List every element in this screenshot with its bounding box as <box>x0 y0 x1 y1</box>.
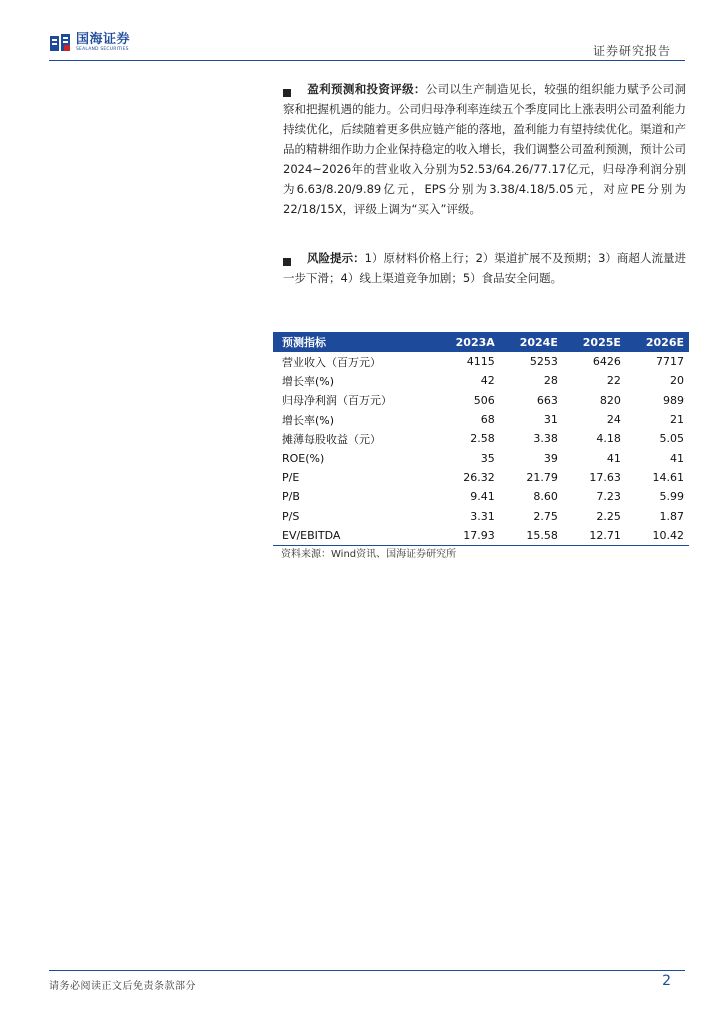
value-cell: 2.25 <box>596 509 621 523</box>
table-row <box>273 429 689 448</box>
row-label-cell: 增长率(%) <box>282 374 335 388</box>
risk-lead: 风险提示： <box>307 251 365 265</box>
footer-divider <box>49 970 685 971</box>
value-cell: 14.61 <box>652 470 684 484</box>
value-cell: 39 <box>543 451 558 465</box>
logo-text-en: SEALAND SECURITIES <box>76 47 129 52</box>
table-row <box>273 506 689 525</box>
table-row <box>273 391 689 410</box>
logo-mark-icon <box>49 32 71 54</box>
row-label-cell: P/B <box>282 490 300 504</box>
row-label-cell: P/E <box>282 470 300 484</box>
forecast-text: 公司以生产制造见长，较强的组织能力赋予公司洞察和把握机遇的能力。公司归母净利率连续五个季度同比上涨表明公司盈利能力持续优化，后续随着更多供应链产能的落地，盈利能力有望持续优化。渠道和产品的精耕细作助力企业保持稳定的收入增长，我们调整公司盈利预测，预计公司2024~2026年的营业收入分别为52.53/64.26/77.17亿元，归母净利润分别为6.63/8.20/9.89亿元，EPS分别为3.38/4.18/5.05元，对应PE分别为22/18/15X，评级上调为“买入”评级。 <box>283 82 686 216</box>
page-number: 2 <box>662 973 671 989</box>
table-header-cell: 2023A <box>435 332 499 352</box>
value-cell: 22 <box>606 374 621 388</box>
row-label-cell: P/S <box>282 509 300 523</box>
value-cell: 21.79 <box>526 470 558 484</box>
table-row <box>273 468 689 487</box>
value-cell: 989 <box>663 393 684 407</box>
row-label-cell: ROE(%) <box>282 451 325 465</box>
value-cell: 21 <box>670 413 684 427</box>
value-cell: 26.32 <box>463 470 495 484</box>
value-cell: 663 <box>536 393 558 407</box>
company-logo <box>49 32 130 54</box>
table-source-note: 资料来源：Wind资讯、国海证券研究所 <box>281 549 457 560</box>
table-row <box>273 448 689 467</box>
value-cell: 7717 <box>656 355 684 369</box>
table-header-cell: 2025E <box>563 332 626 352</box>
forecast-table <box>273 332 689 546</box>
value-cell: 5.99 <box>659 490 684 504</box>
table-row <box>273 371 689 390</box>
value-cell: 2.75 <box>533 509 558 523</box>
value-cell: 41 <box>606 451 621 465</box>
value-cell: 10.42 <box>626 526 689 546</box>
row-label-cell: 摊薄每股收益（元） <box>282 432 381 446</box>
value-cell: 820 <box>599 393 621 407</box>
value-cell: 4.18 <box>596 432 621 446</box>
value-cell: 31 <box>543 413 558 427</box>
row-label-cell: 增长率(%) <box>282 413 335 427</box>
logo-text-cn: 国海证券 <box>76 32 131 47</box>
table-row <box>273 526 689 546</box>
value-cell: 2.58 <box>470 432 495 446</box>
table-row <box>273 352 689 371</box>
value-cell: 506 <box>473 393 495 407</box>
value-cell: 17.93 <box>435 526 499 546</box>
page-header <box>0 0 724 62</box>
table-row <box>273 410 689 429</box>
row-label-cell: EV/EBITDA <box>273 526 435 546</box>
value-cell: 3.38 <box>533 432 558 446</box>
value-cell: 24 <box>606 413 621 427</box>
table-header-cell: 预测指标 <box>273 332 435 352</box>
value-cell: 42 <box>480 374 495 388</box>
footer-disclaimer: 请务必阅读正文后免责条款部分 <box>49 981 196 992</box>
row-label-cell: 营业收入（百万元） <box>282 355 381 369</box>
value-cell: 15.58 <box>500 526 563 546</box>
value-cell: 9.41 <box>470 490 495 504</box>
value-cell: 4115 <box>466 355 495 369</box>
table-header-row <box>273 332 689 352</box>
value-cell: 20 <box>670 374 684 388</box>
table-row <box>273 487 689 506</box>
table-header-cell: 2026E <box>626 332 689 352</box>
value-cell: 8.60 <box>533 490 558 504</box>
value-cell: 6426 <box>592 355 621 369</box>
value-cell: 3.31 <box>470 509 495 523</box>
row-label-cell: 归母净利润（百万元） <box>282 394 392 408</box>
value-cell: 1.87 <box>659 509 684 523</box>
value-cell: 7.23 <box>596 490 621 504</box>
value-cell: 5253 <box>529 355 558 369</box>
table-header-cell: 2024E <box>500 332 563 352</box>
value-cell: 5.05 <box>659 432 684 446</box>
value-cell: 28 <box>543 374 558 388</box>
value-cell: 41 <box>670 451 684 465</box>
forecast-lead: 盈利预测和投资评级： <box>307 82 426 96</box>
header-divider <box>49 60 685 61</box>
value-cell: 68 <box>480 413 495 427</box>
report-type-label: 证券研究报告 <box>592 44 671 58</box>
risk-paragraph <box>283 248 686 288</box>
value-cell: 35 <box>480 451 495 465</box>
forecast-paragraph <box>283 79 686 219</box>
value-cell: 12.71 <box>563 526 626 546</box>
value-cell: 17.63 <box>589 470 621 484</box>
risk-text: 1）原材料价格上行；2）渠道扩展不及预期；3）商超人流量进一步下滑；4）线上渠道竞争加剧；5）食品安全问题。 <box>283 251 687 285</box>
